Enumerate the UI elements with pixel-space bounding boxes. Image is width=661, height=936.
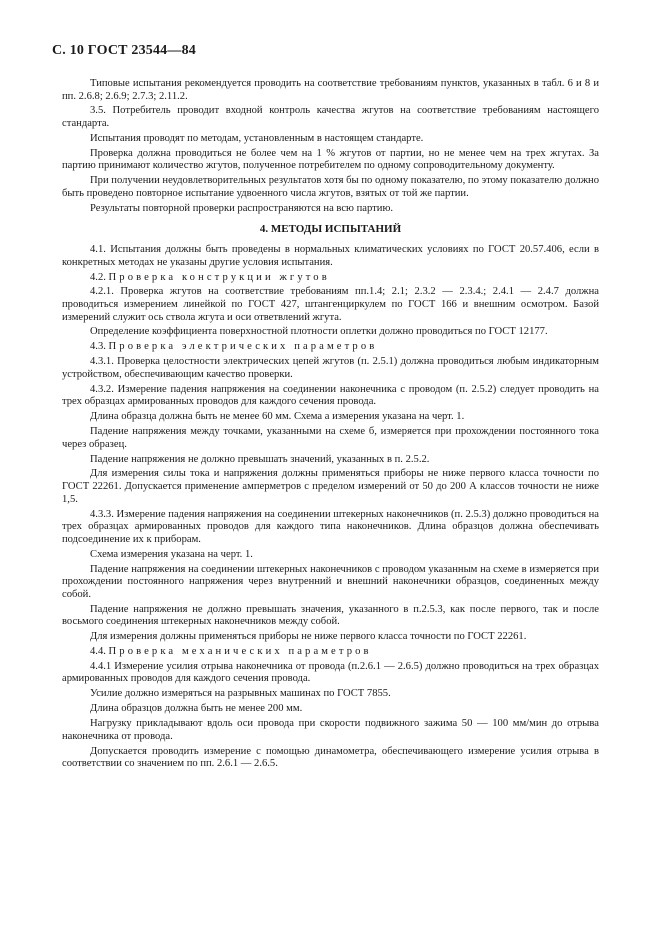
subsection-number: 4.2. (90, 271, 109, 283)
paragraph: Типовые испытания рекомендуется проводить на соответствие требованиям пунктов, указанных в табл. 6 и 8 и пп. 2.6.8; 2.6.9; 2.7.3; 2.11.2. (62, 78, 599, 102)
subsection-title (62, 341, 599, 354)
paragraph: Нагрузку прикладывают вдоль оси провода при скорости подвижного зажима 50 — 100 мм/мин до отрыва наконечника от провода. (62, 718, 599, 742)
paragraph: Падение напряжения не должно превышать значения, указанного в п.2.5.3, как после первого, так и после восьмого соединения штекерных наконечников между собой. (62, 603, 599, 628)
paragraph: Для измерения должны применяться приборы не ниже первого класса точности по ГОСТ 22261. (90, 631, 527, 643)
paragraph: Схема измерения указана на черт. 1. (90, 548, 253, 560)
paragraph: Проверка должна проводиться не более чем на 1 % жгутов от партии, но не менее чем на трех жгутах. За партию принимают количество жгутов, полученное потребителем по одному сопроводительному документу. (62, 147, 599, 172)
paragraph: 4.3.1. Проверка целостности электрических цепей жгутов (п. 2.5.1) должна проводиться любым индикаторным устройством, обеспечивающим качество проверки. (62, 356, 599, 380)
subsection-label: Проверка конструкции жгутов (108, 271, 330, 283)
paragraph: Определение коэффициента поверхностной плотности оплетки должно проводиться по ГОСТ 12177. (90, 326, 548, 338)
paragraph: Усилие должно измеряться на разрывных машинах по ГОСТ 7855. (90, 688, 391, 700)
paragraph: Падение напряжения не должно превышать значений, указанных в п. 2.5.2. (90, 453, 430, 465)
page-header: С. 10 ГОСТ 23544—84 (52, 43, 196, 58)
paragraph: 4.3.2. Измерение падения напряжения на соединении наконечника с проводом (п. 2.5.2) следует проводить на трех образцах армированных проводов для каждого сечения провода. (62, 383, 599, 408)
subsection-label: Проверка электрических параметров (108, 341, 378, 353)
subsection-number: 4.4. (90, 645, 109, 657)
subsection-title (62, 646, 599, 659)
document-body (62, 78, 599, 773)
paragraph: 3.5. Потребитель проводит входной контроль качества жгутов на соответствие требованиям настоящего стандарта. (62, 105, 599, 130)
paragraph: Длина образцов должна быть не менее 200 мм. (90, 703, 303, 715)
paragraph: 4.4.1 Измерение усилия отрыва наконечника от провода (п.2.6.1 — 2.6.5) должно проводиться на трех образцах армированных проводов для каждого сечения провода. (62, 660, 599, 685)
paragraph: Результаты повторной проверки распространяются на всю партию. (90, 202, 394, 214)
paragraph: Допускается проводить измерение с помощью динамометра, обеспечивающего измерение усилия отрыва в соответствии со значением по пп. 2.6.1 — 2.6.5. (62, 745, 599, 770)
section-heading: 4. МЕТОДЫ ИСПЫТАНИЙ (259, 223, 402, 236)
paragraph: Испытания проводят по методам, установленным в настоящем стандарте. (90, 132, 424, 144)
subsection-label: Проверка механических параметров (108, 645, 372, 657)
paragraph: Падение напряжения между точками, указанными на схеме б, измеряется при прохождении постоянного тока через образец. (62, 426, 599, 450)
paragraph: При получении неудовлетворительных результатов хотя бы по одному показателю, по этому показателю должно быть проведено повторное испытание удвоенного числа жгутов, взятых от той же партии. (62, 175, 599, 199)
paragraph: 4.1. Испытания должны быть проведены в нормальных климатических условиях по ГОСТ 20.57.406, если в конкретных методах не указаны другие условия испытания. (62, 244, 599, 268)
paragraph: Длина образца должна быть не менее 60 мм. Схема а измерения указана на черт. 1. (90, 411, 465, 423)
paragraph: Для измерения силы тока и напряжения должны применяться приборы не ниже первого класса точности по ГОСТ 22261. Допускается применение амперметров с пределом измерений от 50 до 200 А классов точности не ниже 1,5. (62, 468, 599, 505)
paragraph: 4.3.3. Измерение падения напряжения на соединении штекерных наконечников (п. 2.5.3) должно проводиться на трех образцах армированных проводов для каждого типа наконечников. Длина образцов должна обеспечивать подсоединение их к приборам. (62, 508, 599, 545)
paragraph: Падение напряжения на соединении штекерных наконечников с проводом указанным на схеме в измеряется при прохождении постоянного напряжения через внутренний и внешний наконечники образцов, соединенных между собой. (62, 563, 599, 600)
subsection-number: 4.3. (90, 341, 109, 353)
paragraph: 4.2.1. Проверка жгутов на соответствие требованиям пп.1.4; 2.1; 2.3.2 — 2.3.4.; 2.4.1 — 2.4.7 должна проводиться измерением линейкой по ГОСТ 427, штангенциркулем по ГОСТ 166 и внешним осмотром. Базой измерений служит ось ствола жгута и оси ответвлений жгута. (62, 286, 599, 323)
subsection-title (62, 272, 599, 285)
